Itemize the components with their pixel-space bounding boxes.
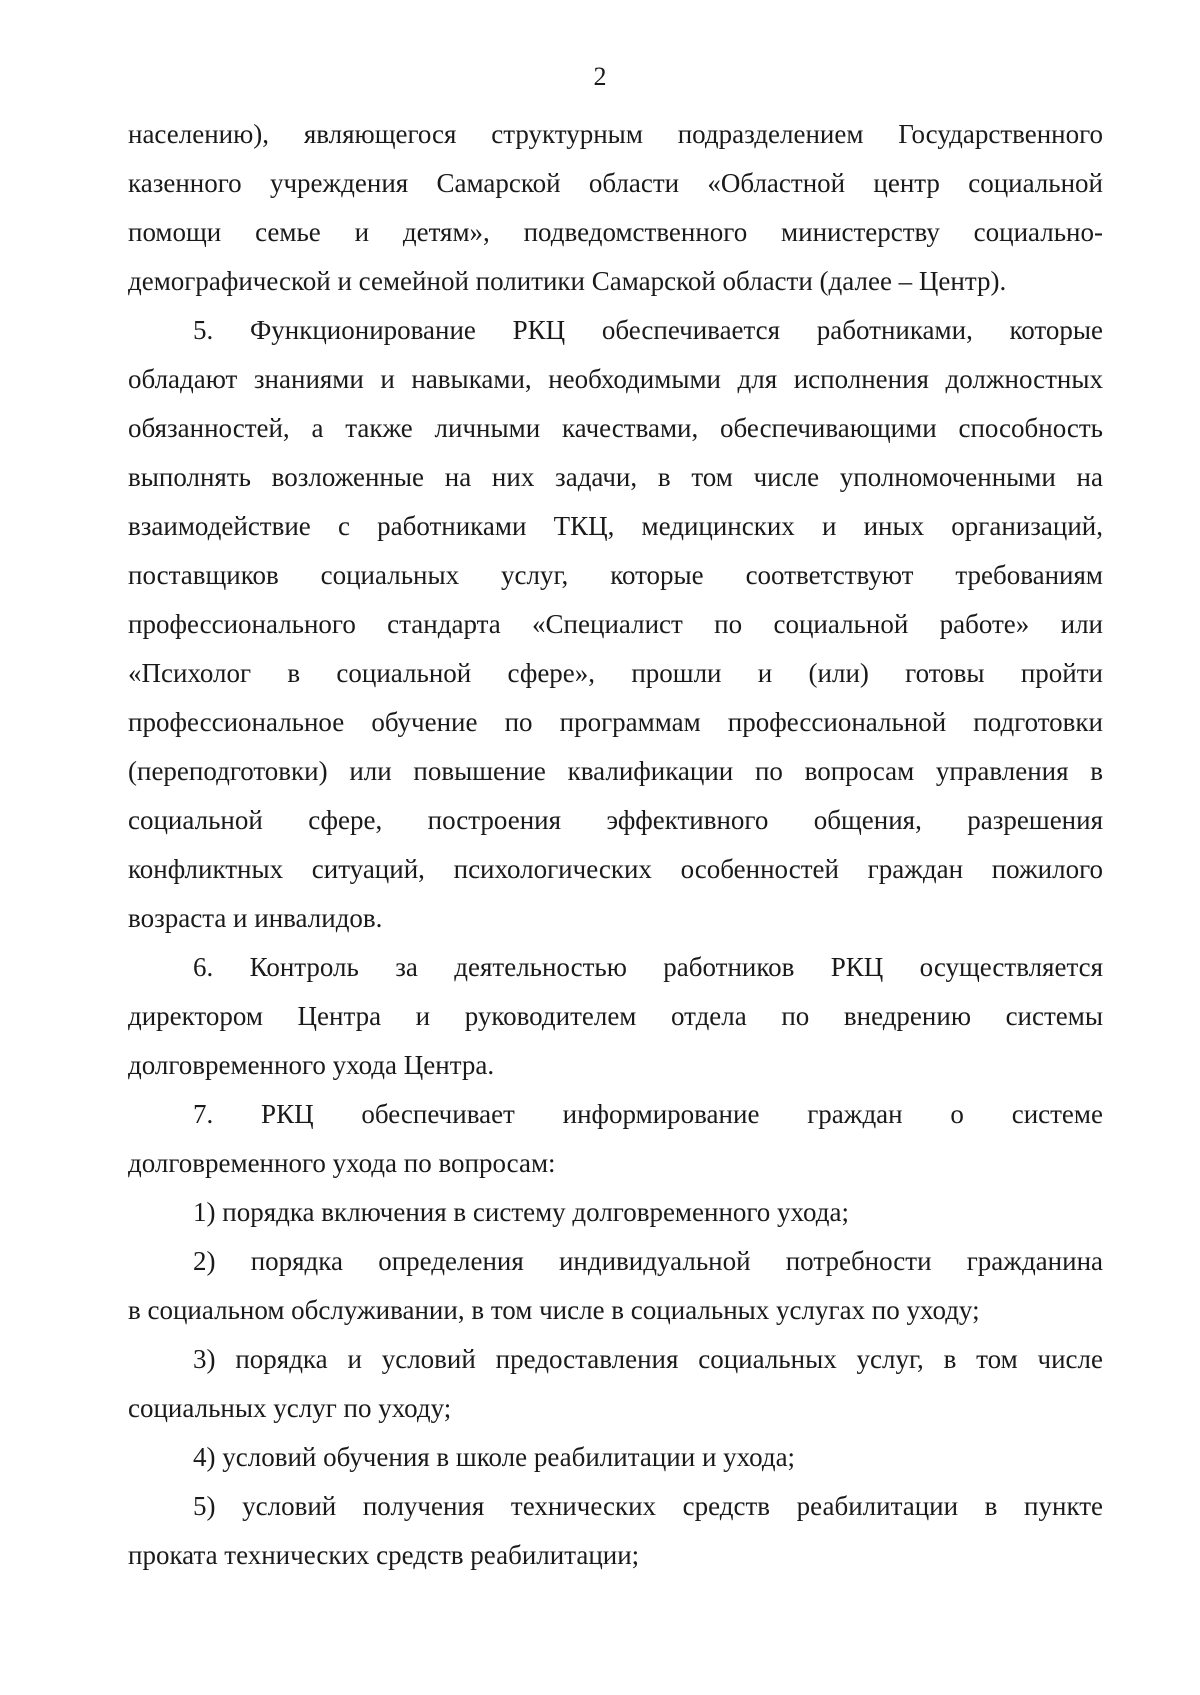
text-line: долговременного ухода по вопросам:	[128, 1148, 556, 1178]
text-line: социальной сфере, построения эффективного общения, разрешения	[128, 805, 1103, 835]
text-line: профессиональное обучение по программам профессиональной подготовки	[128, 707, 1103, 737]
text-line: долговременного ухода Центра.	[128, 1050, 495, 1080]
text-line: конфликтных ситуаций, психологических особенностей граждан пожилого	[128, 854, 1103, 884]
paragraph-p-6	[128, 943, 1103, 1090]
paragraph-p-intro	[128, 110, 1103, 306]
page-number: 2	[593, 62, 607, 91]
paragraph-p-7-1	[128, 1188, 1103, 1237]
text-line: 2) порядка определения индивидуальной потребности гражданина	[193, 1246, 1103, 1276]
text-line: 5) условий получения технических средств реабилитации в пункте	[193, 1491, 1103, 1521]
text-line: в социальном обслуживании, в том числе в социальных услугах по уходу;	[128, 1295, 980, 1325]
text-line: казенного учреждения Самарской области «Областной центр социальной	[128, 168, 1103, 198]
text-line: (переподготовки) или повышение квалификации по вопросам управления в	[128, 756, 1103, 786]
paragraph-p-7-4	[128, 1433, 1103, 1482]
text-line: директором Центра и руководителем отдела по внедрению системы	[128, 1001, 1103, 1031]
text-line: 1) порядка включения в систему долговременного ухода;	[193, 1197, 849, 1227]
text-line: 6. Контроль за деятельностью работников РКЦ осуществляется	[193, 952, 1103, 982]
text-line: обладают знаниями и навыками, необходимыми для исполнения должностных	[128, 364, 1103, 394]
paragraph-p-7-2	[128, 1237, 1103, 1335]
paragraph-p-7-3	[128, 1335, 1103, 1433]
text-line: обязанностей, а также личными качествами, обеспечивающими способность	[128, 413, 1103, 443]
document-body	[128, 110, 1103, 1580]
text-line: социальных услуг по уходу;	[128, 1393, 452, 1423]
text-line: населению), являющегося структурным подразделением Государственного	[128, 119, 1103, 149]
text-line: проката технических средств реабилитации;	[128, 1540, 640, 1570]
paragraph-p-7-5	[128, 1482, 1103, 1580]
text-line: 5. Функционирование РКЦ обеспечивается работниками, которые	[193, 315, 1103, 345]
text-line: «Психолог в социальной сфере», прошли и (или) готовы пройти	[128, 658, 1103, 688]
text-line: поставщиков социальных услуг, которые соответствуют требованиям	[128, 560, 1103, 590]
text-line: профессионального стандарта «Специалист по социальной работе» или	[128, 609, 1103, 639]
text-line: демографической и семейной политики Самарской области (далее – Центр).	[128, 266, 1007, 296]
text-line: 3) порядка и условий предоставления социальных услуг, в том числе	[193, 1344, 1103, 1374]
text-line: 4) условий обучения в школе реабилитации и ухода;	[193, 1442, 796, 1472]
text-line: взаимодействие с работниками ТКЦ, медицинских и иных организаций,	[128, 511, 1103, 541]
text-line: возраста и инвалидов.	[128, 903, 383, 933]
text-line: 7. РКЦ обеспечивает информирование граждан о системе	[193, 1099, 1103, 1129]
paragraph-p-7	[128, 1090, 1103, 1188]
text-line: помощи семье и детям», подведомственного министерству социально-	[128, 217, 1103, 247]
paragraph-p-5	[128, 306, 1103, 943]
text-line: выполнять возложенные на них задачи, в том числе уполномоченными на	[128, 462, 1103, 492]
